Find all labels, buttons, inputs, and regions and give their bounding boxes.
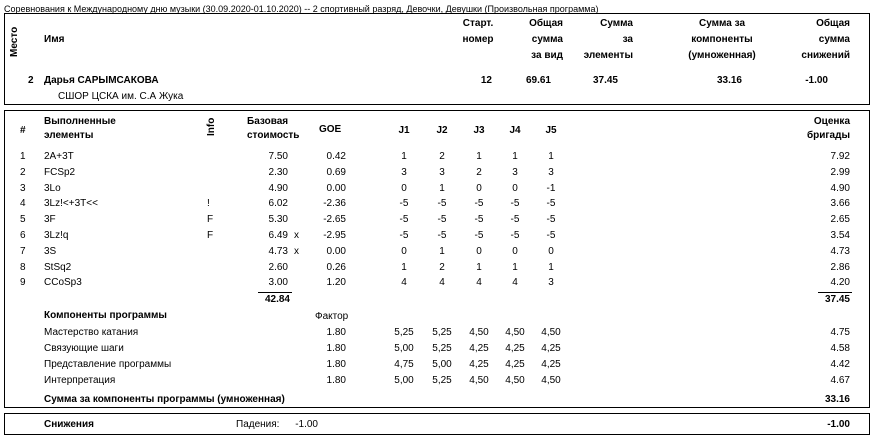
deductions-total-header: Общая сумма снижений xyxy=(801,18,850,61)
element-code: 3Lo xyxy=(44,182,61,194)
element-judge-1: -5 xyxy=(399,198,409,210)
element-base: 6.49 xyxy=(268,230,288,241)
component-judge-2: 5,25 xyxy=(432,327,452,338)
element-judge-1: 1 xyxy=(401,151,407,162)
deductions-total: -1.00 xyxy=(827,419,850,430)
elements-sum-header: Сумма за элементы xyxy=(583,18,633,61)
element-judge-2: 1 xyxy=(439,182,445,194)
element-goe: 0.26 xyxy=(326,261,346,273)
element-code: StSq2 xyxy=(44,261,72,273)
component-factor: 1.80 xyxy=(326,375,346,386)
element-score: 4.20 xyxy=(830,277,850,289)
element-judge-5: -5 xyxy=(546,198,556,210)
element-judge-5: 3 xyxy=(548,277,554,289)
component-name: Представление программы xyxy=(44,359,172,370)
element-code: 3Lz!<+3T<< xyxy=(44,198,98,210)
element-base: 7.50 xyxy=(268,151,288,162)
element-judge-3: -5 xyxy=(474,230,484,241)
element-judge-2: 3 xyxy=(439,166,445,178)
element-code: 3F xyxy=(44,214,56,226)
element-judge-5: 1 xyxy=(548,261,554,273)
judge-header-4: J4 xyxy=(509,125,521,136)
element-judge-4: -5 xyxy=(510,230,520,241)
element-base: 5.30 xyxy=(268,214,288,226)
element-judge-3: 0 xyxy=(476,245,482,257)
element-code: 3Lz!q xyxy=(44,230,69,241)
element-info: ! xyxy=(207,198,210,210)
component-name: Мастерство катания xyxy=(44,327,139,338)
element-score: 2.65 xyxy=(830,214,850,226)
skater-deductions: -1.00 xyxy=(805,75,828,86)
component-judge-3: 4,50 xyxy=(469,375,489,386)
falls-label: Падения: xyxy=(236,419,280,430)
competition-title: Соревнования к Международному дню музыки (30.09.2020-01.10.2020) -- 2 спортивный разряд, Девочки, Девушки (Произвольная программа) xyxy=(4,4,599,14)
element-judge-1: -5 xyxy=(399,214,409,226)
element-info: F xyxy=(207,214,214,226)
element-code: FCSp2 xyxy=(44,166,76,178)
element-base: 2.60 xyxy=(268,261,288,273)
component-judge-1: 5,25 xyxy=(394,327,414,338)
component-judge-2: 5,25 xyxy=(432,375,452,386)
deductions-label: Снижения xyxy=(44,419,94,430)
component-score: 4.58 xyxy=(830,343,850,354)
skater-elements: 37.45 xyxy=(592,75,618,86)
element-goe: -2.95 xyxy=(323,230,346,241)
element-goe: 0.00 xyxy=(326,245,346,257)
element-judge-1: 3 xyxy=(401,166,407,178)
judge-header-5: J5 xyxy=(545,125,557,136)
element-judge-3: 1 xyxy=(476,261,482,273)
element-judge-1: 4 xyxy=(401,277,407,289)
element-num: 4 xyxy=(20,198,26,210)
falls-value: -1.00 xyxy=(295,419,318,430)
component-judge-5: 4,50 xyxy=(541,375,561,386)
element-num: 5 xyxy=(20,214,26,226)
component-judge-4: 4,25 xyxy=(505,343,525,354)
judge-header-2: J2 xyxy=(436,125,448,136)
element-num: 2 xyxy=(20,166,26,178)
component-judge-2: 5,00 xyxy=(432,359,452,370)
element-judge-3: -5 xyxy=(474,198,484,210)
component-judge-5: 4,25 xyxy=(541,359,561,370)
component-judge-2: 5,25 xyxy=(432,343,452,354)
score-total: 37.45 xyxy=(824,294,850,305)
element-code: 3S xyxy=(44,245,57,257)
element-judge-2: 2 xyxy=(439,151,445,162)
element-goe: 0.42 xyxy=(326,151,346,162)
components-sum: 33.16 xyxy=(824,394,850,405)
components-label: Компоненты программы xyxy=(44,310,167,321)
element-score: 4.90 xyxy=(830,182,850,194)
element-judge-3: 1 xyxy=(476,151,482,162)
element-goe: 0.69 xyxy=(326,166,346,178)
element-score: 3.66 xyxy=(830,198,850,210)
component-judge-5: 4,50 xyxy=(541,327,561,338)
component-name: Интерпретация xyxy=(44,375,116,386)
element-num: 1 xyxy=(20,151,26,162)
element-base: 3.00 xyxy=(268,277,288,289)
element-judge-2: -5 xyxy=(437,214,447,226)
component-judge-3: 4,25 xyxy=(469,359,489,370)
component-judge-4: 4,25 xyxy=(505,359,525,370)
element-judge-4: -5 xyxy=(510,214,520,226)
element-judge-3: -5 xyxy=(474,214,484,226)
element-code: CCoSp3 xyxy=(44,277,82,289)
element-judge-3: 2 xyxy=(476,166,482,178)
base-total-rule xyxy=(258,292,292,293)
element-num: 9 xyxy=(20,277,26,289)
element-judge-4: 1 xyxy=(512,261,518,273)
component-judge-4: 4,50 xyxy=(505,327,525,338)
judge-header-3: J3 xyxy=(473,125,485,136)
info-header: Info xyxy=(206,117,217,136)
panel-header: Оценка бригады xyxy=(806,116,850,141)
element-judge-4: 3 xyxy=(512,166,518,178)
name-header: Имя xyxy=(44,34,65,45)
components-sum-header: Сумма за компоненты (умноженная) xyxy=(688,18,756,61)
base-header: Базовая стоимость xyxy=(247,116,300,141)
element-judge-3: 4 xyxy=(476,277,482,289)
element-judge-3: 0 xyxy=(476,182,482,194)
element-num: 6 xyxy=(20,230,26,241)
element-judge-5: -5 xyxy=(546,214,556,226)
element-score: 4.73 xyxy=(830,245,850,257)
element-x-mark: x xyxy=(294,245,299,257)
num-header: # xyxy=(20,125,26,136)
place-header: Место xyxy=(9,26,20,57)
element-code: 2A+3T xyxy=(44,151,74,162)
component-score: 4.67 xyxy=(830,375,850,386)
element-judge-2: -5 xyxy=(437,230,447,241)
component-judge-5: 4,25 xyxy=(541,343,561,354)
element-judge-2: -5 xyxy=(437,198,447,210)
skater-name: Дарья САРЫМСАКОВА xyxy=(44,75,159,86)
goe-header: GOE xyxy=(319,124,342,135)
element-goe: -2.65 xyxy=(323,214,346,226)
elements-header: Выполненные элементы xyxy=(44,116,116,141)
component-score: 4.42 xyxy=(830,359,850,370)
element-judge-4: -5 xyxy=(510,198,520,210)
element-base: 6.02 xyxy=(268,198,288,210)
element-score: 2.86 xyxy=(830,261,850,273)
factor-label: Фактор xyxy=(315,311,349,322)
component-judge-3: 4,50 xyxy=(469,327,489,338)
component-judge-1: 4,75 xyxy=(394,359,414,370)
element-judge-1: -5 xyxy=(399,230,409,241)
skater-place: 2 xyxy=(28,75,34,86)
element-score: 3.54 xyxy=(830,230,850,241)
element-judge-4: 0 xyxy=(512,245,518,257)
component-judge-1: 5,00 xyxy=(394,375,414,386)
element-num: 7 xyxy=(20,245,26,257)
element-goe: 0.00 xyxy=(326,182,346,194)
start-no-header: Старт. номер xyxy=(462,18,494,45)
base-total: 42.84 xyxy=(264,294,290,305)
element-judge-4: 0 xyxy=(512,182,518,194)
component-score: 4.75 xyxy=(830,327,850,338)
element-x-mark: x xyxy=(294,230,299,241)
element-judge-5: 3 xyxy=(548,166,554,178)
skater-total: 69.61 xyxy=(525,75,551,86)
total-header: Общая сумма за вид xyxy=(529,18,563,61)
component-judge-3: 4,25 xyxy=(469,343,489,354)
element-info: F xyxy=(207,230,214,241)
element-judge-5: 1 xyxy=(548,151,554,162)
element-judge-2: 2 xyxy=(439,261,445,273)
component-judge-1: 5,00 xyxy=(394,343,414,354)
element-judge-1: 0 xyxy=(401,182,407,194)
component-name: Связующие шаги xyxy=(44,343,124,354)
element-base: 4.90 xyxy=(268,182,288,194)
element-judge-1: 1 xyxy=(401,261,407,273)
skater-start-no: 12 xyxy=(480,75,492,86)
element-judge-5: 0 xyxy=(548,245,554,257)
element-score: 7.92 xyxy=(830,151,850,162)
element-base: 2.30 xyxy=(268,166,288,178)
element-score: 2.99 xyxy=(830,166,850,178)
element-num: 8 xyxy=(20,261,26,273)
skater-components: 33.16 xyxy=(716,75,742,86)
element-goe: 1.20 xyxy=(326,277,346,289)
deductions-box xyxy=(4,413,870,435)
element-num: 3 xyxy=(20,182,26,194)
element-judge-5: -1 xyxy=(546,182,556,194)
element-judge-5: -5 xyxy=(546,230,556,241)
component-judge-4: 4,50 xyxy=(505,375,525,386)
element-judge-1: 0 xyxy=(401,245,407,257)
component-factor: 1.80 xyxy=(326,327,346,338)
component-factor: 1.80 xyxy=(326,343,346,354)
judge-header-1: J1 xyxy=(398,125,410,136)
element-goe: -2.36 xyxy=(323,198,346,210)
element-judge-2: 1 xyxy=(439,245,445,257)
component-factor: 1.80 xyxy=(326,359,346,370)
score-total-rule xyxy=(818,292,852,293)
element-base: 4.73 xyxy=(268,245,288,257)
skater-club: СШОР ЦСКА им. С.А Жука xyxy=(58,91,184,102)
element-judge-4: 4 xyxy=(512,277,518,289)
components-sum-label: Сумма за компоненты программы (умноженная) xyxy=(44,394,285,405)
element-judge-4: 1 xyxy=(512,151,518,162)
element-judge-2: 4 xyxy=(439,277,445,289)
